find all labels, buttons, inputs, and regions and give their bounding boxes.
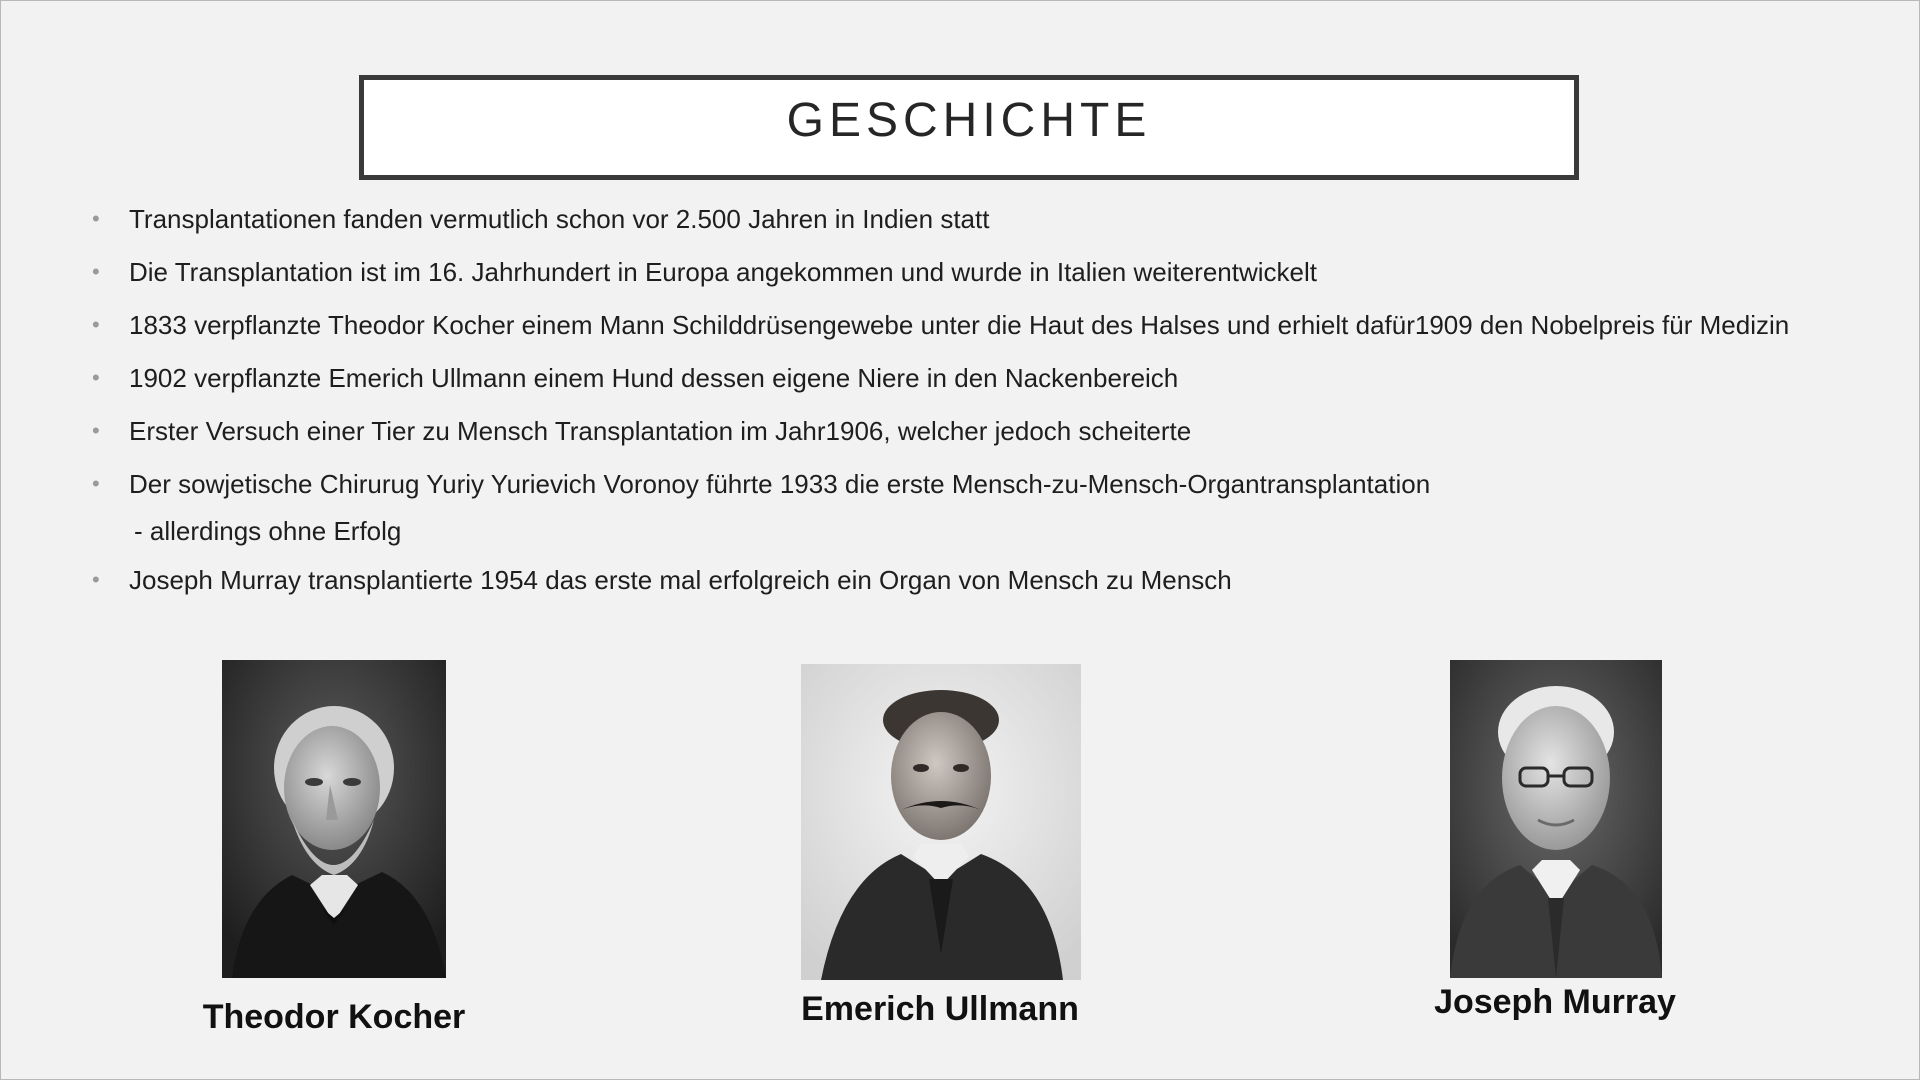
- bullet-subline-text: - allerdings ohne Erfolg: [134, 516, 402, 546]
- bullet-icon: •: [92, 206, 100, 231]
- bullet-text: Der sowjetische Chirurug Yuriy Yurievich Voronoy führte 1933 die erste Mensch-zu-Mensch-Organtransplantation: [129, 469, 1431, 499]
- bullet-item: [92, 564, 1812, 596]
- portrait-photo-joseph-murray: [1450, 660, 1662, 978]
- bullet-subline: [92, 515, 1812, 547]
- bullet-icon: •: [92, 312, 100, 337]
- bullet-icon: •: [92, 418, 100, 443]
- bullet-icon: •: [92, 471, 100, 496]
- portrait-caption: Emerich Ullmann: [801, 990, 1079, 1028]
- title-box: [359, 75, 1579, 180]
- bullet-text: Transplantationen fanden vermutlich schon vor 2.500 Jahren in Indien statt: [129, 204, 990, 234]
- bullet-item: [92, 415, 1812, 447]
- portrait-illustration: [801, 664, 1081, 980]
- portrait-illustration: [1450, 660, 1662, 978]
- bullet-item: [92, 468, 1812, 500]
- bullet-text: Die Transplantation ist im 16. Jahrhundert in Europa angekommen und wurde in Italien weiterentwickelt: [129, 257, 1317, 287]
- portrait-caption: Theodor Kocher: [202, 998, 466, 1036]
- page-title: GESCHICHTE: [786, 94, 1152, 147]
- bullet-text: 1902 verpflanzte Emerich Ullmann einem Hund dessen eigene Niere in den Nackenbereich: [129, 363, 1179, 393]
- bullet-item: [92, 203, 1812, 235]
- bullet-text: Erster Versuch einer Tier zu Mensch Transplantation im Jahr1906, welcher jedoch scheiterte: [129, 416, 1192, 446]
- bullet-item: [92, 256, 1812, 288]
- bullet-item: [92, 362, 1812, 394]
- portrait-caption: Joseph Murray: [1434, 983, 1676, 1021]
- bullet-text: Joseph Murray transplantierte 1954 das erste mal erfolgreich ein Organ von Mensch zu Mensch: [129, 565, 1232, 595]
- bullet-icon: •: [92, 259, 100, 284]
- portrait-photo-emerich-ullmann: [801, 664, 1081, 980]
- bullet-list: [92, 203, 1812, 617]
- bullet-icon: •: [92, 365, 100, 390]
- portrait-illustration: [222, 660, 446, 978]
- bullet-text: 1833 verpflanzte Theodor Kocher einem Mann Schilddrüsengewebe unter die Haut des Halses und erhielt dafür1909 den Nobelpreis für Medizin: [129, 310, 1790, 340]
- bullet-icon: •: [92, 567, 100, 592]
- bullet-item: [92, 309, 1812, 341]
- portrait-photo-theodor-kocher: [222, 660, 446, 978]
